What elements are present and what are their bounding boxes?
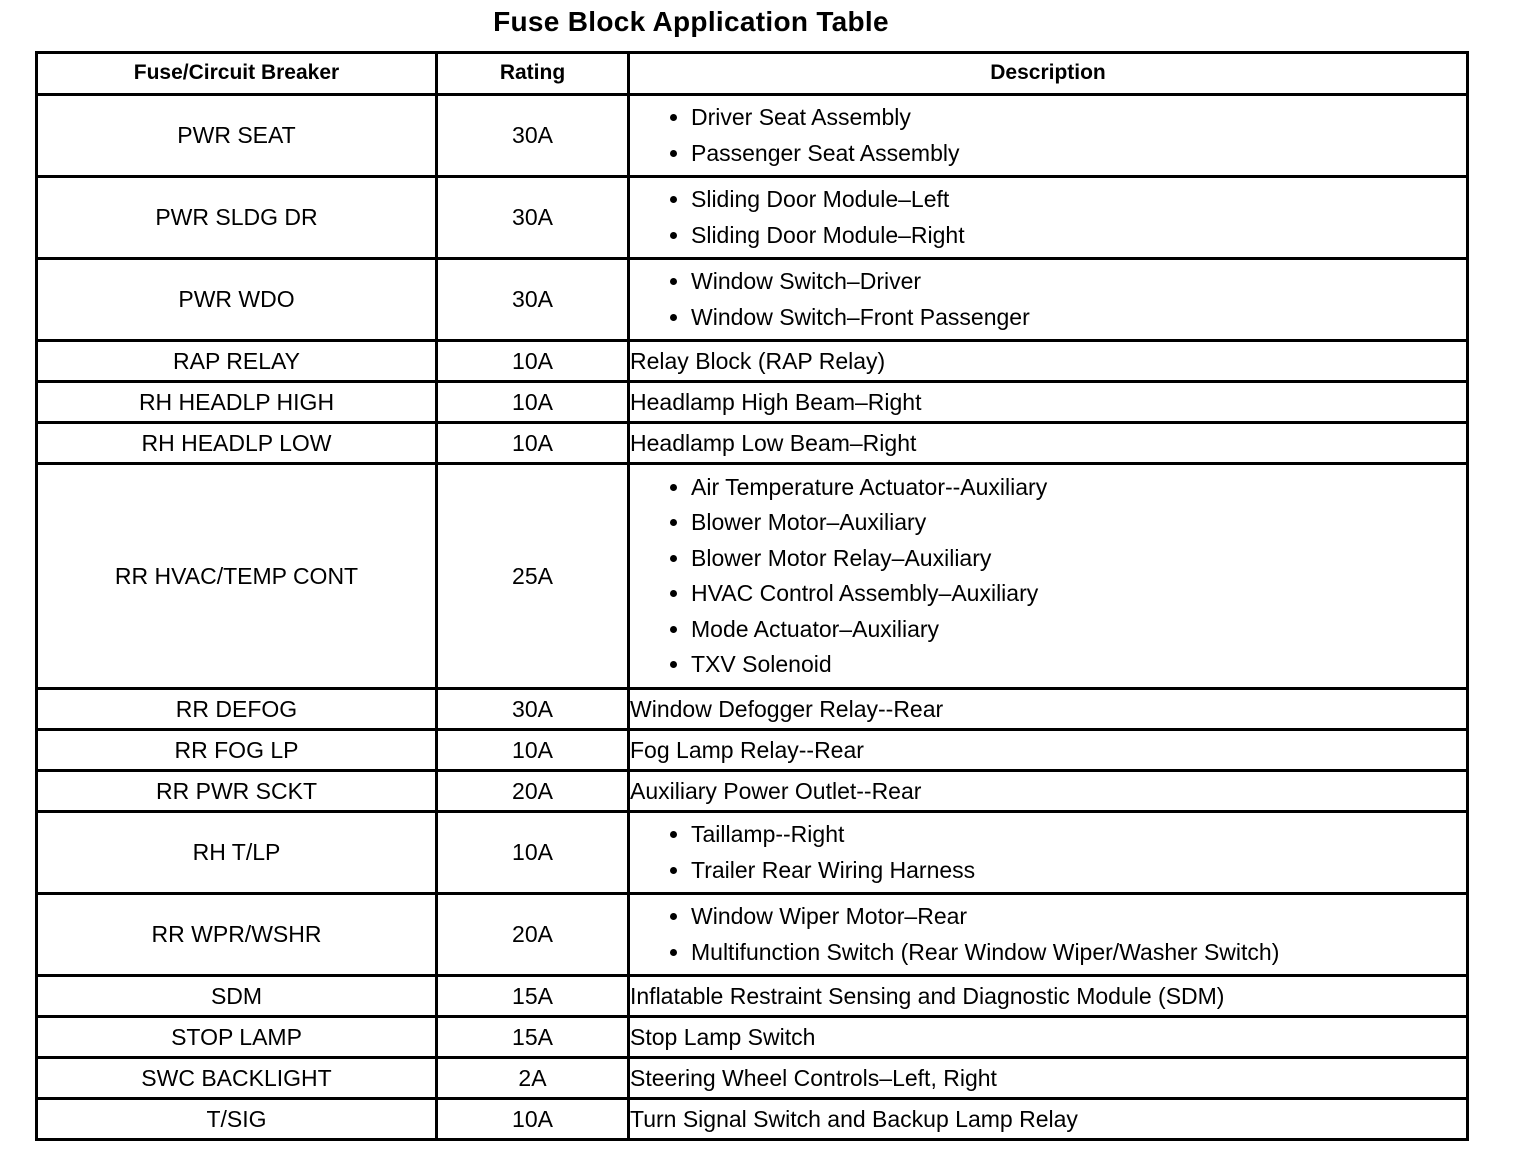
list-item-text: Sliding Door Module–Right	[691, 221, 965, 248]
table-row	[37, 341, 1468, 382]
fuse-name: PWR WDO	[37, 259, 437, 341]
table-row	[37, 1058, 1468, 1099]
table-row	[37, 894, 1468, 976]
fuse-name: RH HEADLP LOW	[37, 423, 437, 464]
fuse-application-table	[35, 51, 1469, 1141]
fuse-name: T/SIG	[37, 1099, 437, 1140]
fuse-rating: 10A	[437, 382, 629, 423]
list-item-text: Blower Motor Relay–Auxiliary	[691, 544, 992, 571]
fuse-name: RR PWR SCKT	[37, 771, 437, 812]
fuse-name: PWR SEAT	[37, 95, 437, 177]
list-item-text: Window Switch–Front Passenger	[691, 303, 1030, 330]
fuse-rating: 30A	[437, 689, 629, 730]
bullet-icon	[670, 519, 677, 526]
fuse-description: Turn Signal Switch and Backup Lamp Relay	[629, 1099, 1468, 1140]
table-row	[37, 689, 1468, 730]
fuse-description	[629, 95, 1468, 177]
list-item-text: Driver Seat Assembly	[691, 104, 911, 131]
fuse-name: SWC BACKLIGHT	[37, 1058, 437, 1099]
list-item	[670, 264, 1466, 300]
list-item-text: Multifunction Switch (Rear Window Wiper/Washer Switch)	[691, 938, 1280, 965]
fuse-rating: 15A	[437, 1017, 629, 1058]
fuse-rating: 30A	[437, 95, 629, 177]
table-row	[37, 1099, 1468, 1140]
table-row	[37, 95, 1468, 177]
list-item-text: HVAC Control Assembly–Auxiliary	[691, 580, 1039, 607]
bullet-icon	[670, 913, 677, 920]
list-item-text: Mode Actuator–Auxiliary	[691, 615, 940, 642]
fuse-name: RH T/LP	[37, 812, 437, 894]
fuse-name: RR HVAC/TEMP CONT	[37, 464, 437, 689]
fuse-rating: 20A	[437, 894, 629, 976]
list-item-text: Taillamp--Right	[691, 821, 845, 848]
list-item-text: Blower Motor–Auxiliary	[691, 509, 927, 536]
list-item-text: Sliding Door Module–Left	[691, 186, 950, 213]
fuse-description: Headlamp Low Beam–Right	[629, 423, 1468, 464]
table-row	[37, 382, 1468, 423]
bullet-icon	[670, 555, 677, 562]
table-row	[37, 177, 1468, 259]
list-item	[670, 470, 1466, 506]
fuse-name: SDM	[37, 976, 437, 1017]
fuse-description	[629, 812, 1468, 894]
fuse-description: Auxiliary Power Outlet--Rear	[629, 771, 1468, 812]
fuse-rating: 10A	[437, 341, 629, 382]
fuse-rating: 10A	[437, 812, 629, 894]
fuse-name: RR FOG LP	[37, 730, 437, 771]
table-row	[37, 259, 1468, 341]
fuse-rating: 10A	[437, 730, 629, 771]
bullet-icon	[670, 314, 677, 321]
list-item	[670, 899, 1466, 935]
bullet-icon	[670, 484, 677, 491]
bullet-icon	[670, 831, 677, 838]
list-item	[670, 541, 1466, 577]
bullet-icon	[670, 590, 677, 597]
table-row	[37, 423, 1468, 464]
bullet-icon	[670, 867, 677, 874]
list-item	[670, 935, 1466, 971]
fuse-rating: 30A	[437, 259, 629, 341]
fuse-description	[629, 464, 1468, 689]
fuse-rating: 30A	[437, 177, 629, 259]
fuse-description: Window Defogger Relay--Rear	[629, 689, 1468, 730]
list-item-text: Trailer Rear Wiring Harness	[691, 856, 976, 883]
fuse-name: RR WPR/WSHR	[37, 894, 437, 976]
fuse-rating: 20A	[437, 771, 629, 812]
column-header-rating: Rating	[437, 53, 629, 95]
fuse-rating: 25A	[437, 464, 629, 689]
list-item	[670, 300, 1466, 336]
list-item	[670, 505, 1466, 541]
fuse-description: Headlamp High Beam–Right	[629, 382, 1468, 423]
fuse-description: Stop Lamp Switch	[629, 1017, 1468, 1058]
fuse-name: RR DEFOG	[37, 689, 437, 730]
bullet-icon	[670, 661, 677, 668]
table-row	[37, 976, 1468, 1017]
list-item	[670, 576, 1466, 612]
list-item	[670, 853, 1466, 889]
fuse-description: Fog Lamp Relay--Rear	[629, 730, 1468, 771]
fuse-description: Steering Wheel Controls–Left, Right	[629, 1058, 1468, 1099]
bullet-icon	[670, 626, 677, 633]
list-item-text: Passenger Seat Assembly	[691, 139, 960, 166]
list-item	[670, 218, 1466, 254]
table-row	[37, 771, 1468, 812]
page-title: Fuse Block Application Table	[493, 6, 889, 37]
bullet-icon	[670, 150, 677, 157]
bullet-icon	[670, 196, 677, 203]
fuse-rating: 2A	[437, 1058, 629, 1099]
list-item	[670, 647, 1466, 683]
list-item	[670, 100, 1466, 136]
fuse-description: Relay Block (RAP Relay)	[629, 341, 1468, 382]
list-item-text: Window Switch–Driver	[691, 268, 922, 295]
bullet-icon	[670, 114, 677, 121]
bullet-icon	[670, 232, 677, 239]
list-item	[670, 136, 1466, 172]
column-header-fuse: Fuse/Circuit Breaker	[37, 53, 437, 95]
list-item	[670, 182, 1466, 218]
fuse-rating: 15A	[437, 976, 629, 1017]
table-header-row	[37, 53, 1468, 95]
fuse-description	[629, 259, 1468, 341]
fuse-description	[629, 894, 1468, 976]
list-item-text: TXV Solenoid	[691, 651, 832, 678]
column-header-description: Description	[629, 53, 1468, 95]
bullet-icon	[670, 949, 677, 956]
list-item	[670, 612, 1466, 648]
list-item	[670, 817, 1466, 853]
table-row	[37, 464, 1468, 689]
fuse-rating: 10A	[437, 423, 629, 464]
fuse-description	[629, 177, 1468, 259]
fuse-name: RH HEADLP HIGH	[37, 382, 437, 423]
list-item-text: Air Temperature Actuator--Auxiliary	[691, 473, 1048, 500]
list-item-text: Window Wiper Motor–Rear	[691, 903, 968, 930]
fuse-name: STOP LAMP	[37, 1017, 437, 1058]
fuse-description: Inflatable Restraint Sensing and Diagnostic Module (SDM)	[629, 976, 1468, 1017]
table-row	[37, 1017, 1468, 1058]
table-row	[37, 812, 1468, 894]
fuse-rating: 10A	[437, 1099, 629, 1140]
table-row	[37, 730, 1468, 771]
bullet-icon	[670, 278, 677, 285]
fuse-name: RAP RELAY	[37, 341, 437, 382]
fuse-name: PWR SLDG DR	[37, 177, 437, 259]
